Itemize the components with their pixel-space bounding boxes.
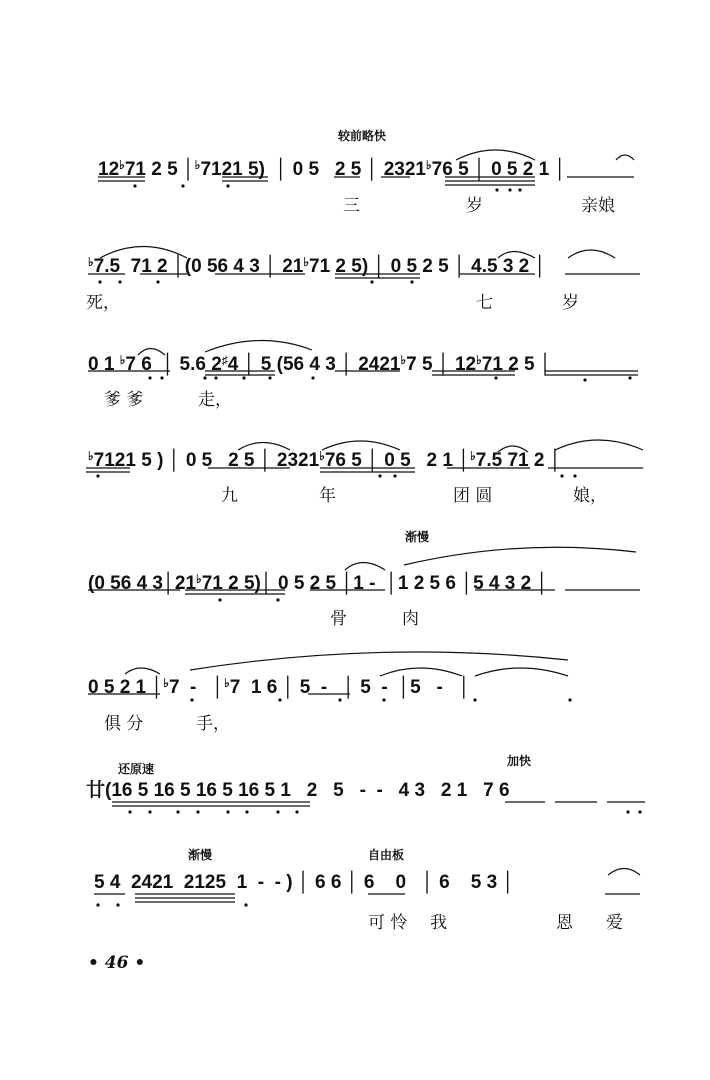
tempo-marking: 自由板 (368, 848, 405, 862)
lyric: 七 (476, 293, 493, 313)
lyric: 娘， (573, 486, 607, 506)
notation-line: 廿(16 5 16 5 16 5 16 5 1 2 5 - - 4 3 2 1 7 6 (86, 780, 510, 801)
lyric: 肉 (402, 609, 419, 629)
notation-line: ♭7.5 71 2 │(0 56 4 3 │ 21♭71 2 5) │ 0 5 2 5 │ 4.5 3 2 │ (88, 255, 547, 277)
lyric: 爱 (606, 913, 623, 933)
lyric: 团 圆 (453, 486, 493, 506)
lyric: 走， (198, 390, 232, 410)
notation-line: ♭7121 5 ) │ 0 5 2 5 │ 2321♭76 5 │ 0 5 2 1 │♭7.5 71 2 │ (88, 449, 562, 471)
tempo-marking: 较前略快 (338, 129, 387, 143)
lyric: 我 (430, 913, 447, 933)
lyric: 三 (343, 196, 360, 216)
lyric: 年 (319, 486, 336, 506)
page-number: • 46 • (88, 953, 146, 973)
lyric: 岁 (562, 293, 579, 313)
tempo-marking: 渐慢 (405, 530, 430, 544)
lyric: 恩 (556, 913, 573, 933)
lyric: 俱 分 (104, 714, 144, 734)
notation-line: 0 5 2 1 │♭7 - │♭7 1 6 │ 5 - │ 5 - │5 - │ (88, 676, 471, 698)
notation-line: 0 1 ♭7 6 │ 5.6 2♯4 │ 5 (56 4 3 │ 2421♭7 5 │ 12♭71 2 5 │ (88, 353, 552, 375)
lyric: 可 怜 (368, 913, 408, 933)
lyric: 骨 (330, 609, 347, 629)
notation-line: (0 56 4 3│21♭71 2 5)│ 0 5 2 5 │1 - │1 2 5 6 │5 4 3 2 │ (88, 572, 549, 594)
tempo-marking: 渐慢 (188, 848, 213, 862)
notation-line: 5 4 2421 2125 1 - - ) │ 6 6 │ 6 0 │ 6 5 3 │ (94, 872, 515, 893)
lyric: 死， (86, 293, 120, 313)
lyric: 亲娘 (581, 196, 615, 216)
lyric: 岁 (466, 196, 483, 216)
tempo-marking: 加快 (507, 754, 532, 768)
lyric: 九 (221, 486, 238, 506)
lyric: 手， (196, 714, 230, 734)
lyric: 爹 爹 (104, 390, 144, 410)
notation-line: 12♭71 2 5 │♭7121 5) │ 0 5 2 5 │ 2321♭76 5 │ 0 5 2 1 │ (98, 158, 567, 180)
tempo-marking: 还原速 (118, 762, 155, 776)
